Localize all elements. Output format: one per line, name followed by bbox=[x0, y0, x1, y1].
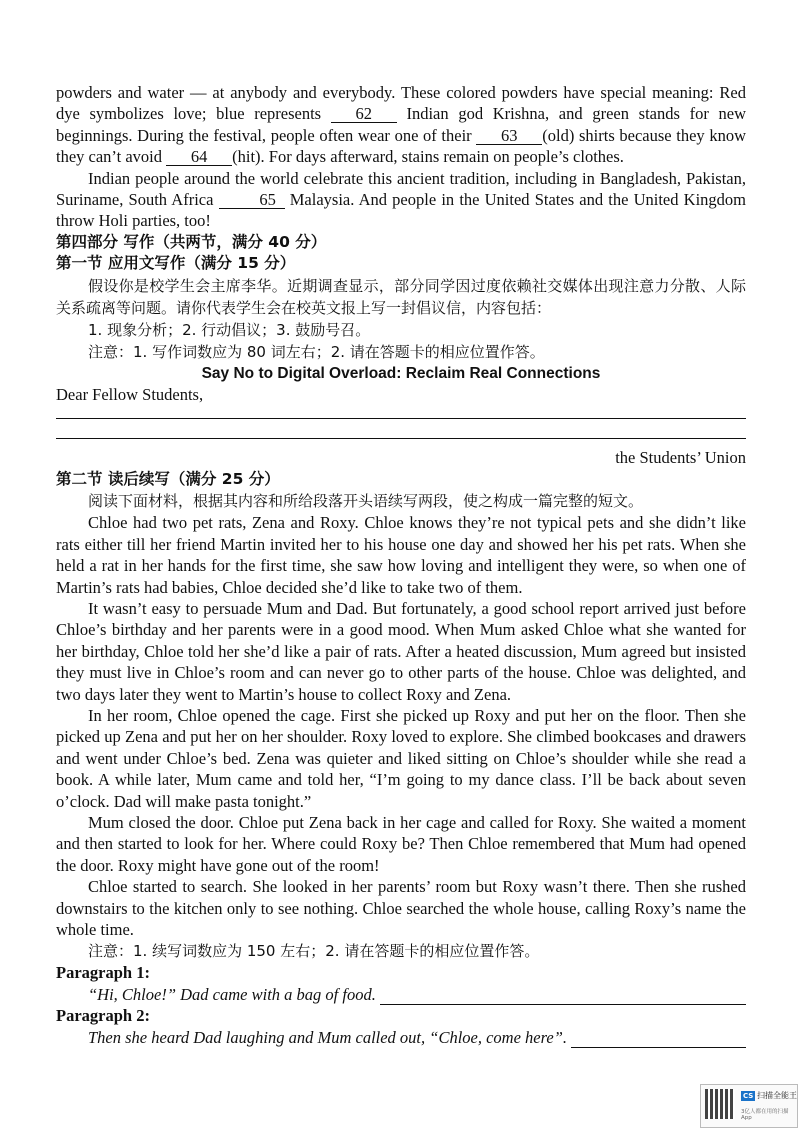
section1-prompt: 假设你是校学生会主席李华。近期调查显示，部分同学因过度依赖社交媒体出现注意力分散、人际关系疏离等问题。请你代表学生会在校英文报上写一封倡议信，内容包括： bbox=[56, 276, 746, 317]
paragraph2-start: Then she heard Dad laughing and Mum called out, “Chloe, come here”. bbox=[56, 1027, 746, 1048]
blank-65[interactable]: 65 bbox=[219, 191, 285, 209]
qr-code-icon bbox=[705, 1089, 735, 1119]
section2-heading: 第二节 读后续写（满分 25 分） bbox=[56, 469, 280, 488]
story-paragraph: Mum closed the door. Chloe put Zena back in her cage and called for Roxy. She waited a moment and then started to look for her. Where could Roxy be? Then Chloe remembered that Mum had opened the door. Roxy might have gone out of the room! bbox=[56, 812, 746, 875]
story-paragraph: Chloe started to search. She looked in her parents’ room but Roxy wasn’t there. Then she rushed downstairs to the kitchen only to see nothing. Chloe searched the whole house, calling Roxy’s name the whole time. bbox=[56, 877, 746, 939]
blank-62[interactable]: 62 bbox=[331, 105, 397, 123]
letter-salutation: Dear Fellow Students, bbox=[56, 385, 204, 405]
paragraph1-start: “Hi, Chloe!” Dad came with a bag of food. bbox=[56, 984, 746, 1005]
writing-line[interactable] bbox=[56, 405, 746, 419]
section1-heading: 第一节 应用文写作（满分 15 分） bbox=[56, 254, 296, 273]
passage-paragraph-2: Indian people around the world celebrate this ancient tradition, including in Bangladesh, Pakistan, Suriname, South Africa 65 Malaysia. And people in the United States and the United Kingdom throw Holi parties, too! bbox=[56, 168, 746, 231]
part4-heading: 第四部分 写作（共两节，满分 40 分） bbox=[56, 232, 327, 251]
paragraph2-label: Paragraph 2: bbox=[56, 1006, 150, 1026]
continuation-line[interactable] bbox=[571, 1027, 746, 1048]
story-paragraph: It wasn’t easy to persuade Mum and Dad. But fortunately, a good school report arrived just before Chloe’s birthday and her parents were in a good mood. When Mum asked Chloe what she wanted for her birthday, Chloe told her she’d like a pair of rats. After a heated discussion, Mum agreed but insisted they must live in Chloe’s room and can never go to other parts of the house. Chloe was delighted, and two days later they went to Martin’s house to collect Roxy and Zena. bbox=[56, 598, 746, 704]
story-paragraph: In her room, Chloe opened the cage. First she picked up Roxy and put her on the floor. Then she picked up Zena and put her on her shoulder. Roxy loved to explore. She climbed bookcases and drawers and went under Chloe’s bed. Zena was quieter and liked sitting on Chloe’s shoulder while she read a book. A while later, Mum came and told her, “I’m going to my dance class. I’ll be back about seven o’clock. Dad will make pasta tonight.” bbox=[56, 705, 746, 811]
cs-logo-badge: CS bbox=[743, 1092, 754, 1100]
paragraph1-label: Paragraph 1: bbox=[56, 963, 150, 983]
scanner-tagline: 3亿人都在用的扫描App bbox=[741, 1109, 789, 1121]
section1-points: 1. 现象分析；2. 行动倡议；3. 鼓励号召。 bbox=[88, 320, 371, 339]
section2-note: 注意：1. 续写词数应为 150 左右；2. 请在答题卡的相应位置作答。 bbox=[88, 942, 540, 961]
exam-page bbox=[56, 82, 746, 1048]
section1-note: 注意：1. 写作词数应为 80 词左右；2. 请在答题卡的相应位置作答。 bbox=[88, 342, 545, 361]
letter-signoff: the Students’ Union bbox=[615, 448, 746, 468]
passage-paragraph-1: powders and water — at anybody and everybody. These colored powders have special meaning: Red dye symbolizes love; blue represents 62 Indian god Krishna, and green stands for new beginnings. During the festival, people often wear one of their 63 (old) shirts because they know they can’t avoid 64 (hit). For days afterward, stains remain on people’s clothes. bbox=[56, 83, 746, 167]
story-paragraph: Chloe had two pet rats, Zena and Roxy. Chloe knows they’re not typical pets and she didn’t like rats either till her friend Martin invited her to his house one day and showed her his pet rats. When she held a rat in her hands for the first time, she saw how loving and intelligent they were, so when one of Martin’s rats had babies, Chloe decided she’d like to take two of them. bbox=[56, 513, 746, 597]
blank-64[interactable]: 64 bbox=[166, 148, 232, 166]
continuation-line[interactable] bbox=[380, 984, 746, 1005]
section2-prompt: 阅读下面材料，根据其内容和所给段落开头语续写两段，使之构成一篇完整的短文。 bbox=[88, 492, 644, 511]
writing-line[interactable] bbox=[56, 425, 746, 439]
letter-title: Say No to Digital Overload: Reclaim Real Connections bbox=[201, 364, 601, 382]
scanner-app-name: 扫描全能王 bbox=[757, 1091, 797, 1100]
blank-63[interactable]: 63 bbox=[476, 127, 542, 145]
scanner-watermark bbox=[700, 1084, 798, 1128]
